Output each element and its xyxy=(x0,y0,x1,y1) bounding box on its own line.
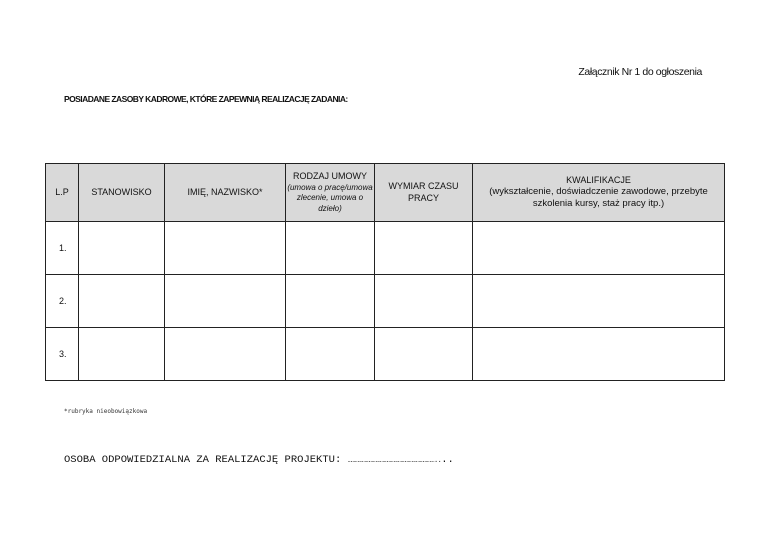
cell-rodzaj-umowy[interactable] xyxy=(286,275,375,328)
table-row xyxy=(46,222,725,275)
header-kwalifikacje-label: KWALIFIKACJE xyxy=(566,175,631,185)
table-header-row xyxy=(46,164,725,222)
header-rodzaj-label: RODZAJ UMOWY xyxy=(293,170,367,181)
cell-stanowisko[interactable] xyxy=(79,328,165,381)
table-row xyxy=(46,328,725,381)
cell-kwalifikacje[interactable] xyxy=(473,222,725,275)
header-rodzaj-note: (umowa o pracę/umowa zlecenie, umowa o dzieło) xyxy=(287,183,373,213)
cell-kwalifikacje[interactable] xyxy=(473,328,725,381)
cell-rodzaj-umowy[interactable] xyxy=(286,328,375,381)
header-kwalifikacje xyxy=(473,164,725,222)
responsible-label: OSOBA ODPOWIEDZIALNA ZA REALIZACJĘ PROJEKTU: xyxy=(64,454,342,466)
form-heading: POSIADANE ZASOBY KADROWE, KTÓRE ZAPEWNIĄ REALIZACJĘ ZADANIA: xyxy=(64,94,348,104)
cell-kwalifikacje[interactable] xyxy=(473,275,725,328)
cell-imie-nazwisko[interactable] xyxy=(165,222,286,275)
staff-table xyxy=(45,163,725,381)
cell-wymiar-czasu[interactable] xyxy=(375,222,473,275)
responsible-fill-line[interactable]: ……………………………………………………………….. xyxy=(347,457,442,465)
header-wymiar-czasu: WYMIAR CZASU PRACY xyxy=(375,164,473,222)
cell-imie-nazwisko[interactable] xyxy=(165,328,286,381)
responsible-person-line xyxy=(64,454,454,466)
cell-rodzaj-umowy[interactable] xyxy=(286,222,375,275)
header-stanowisko: STANOWISKO xyxy=(79,164,165,222)
cell-wymiar-czasu[interactable] xyxy=(375,275,473,328)
table-row xyxy=(46,275,725,328)
header-kwalifikacje-desc: (wykształcenie, doświadczenie zawodowe, przebyte szkolenia kursy, staż pracy itp.) xyxy=(489,186,708,210)
cell-imie-nazwisko[interactable] xyxy=(165,275,286,328)
cell-wymiar-czasu[interactable] xyxy=(375,328,473,381)
header-rodzaj-umowy xyxy=(286,164,375,222)
header-lp: L.P xyxy=(46,164,79,222)
responsible-trail: .. xyxy=(441,454,454,466)
row-number: 3. xyxy=(46,328,79,381)
footnote: *rubryka nieobowiązkowa xyxy=(64,408,148,415)
attachment-label: Załącznik Nr 1 do ogłoszenia xyxy=(578,66,702,78)
header-imie-nazwisko: IMIĘ, NAZWISKO* xyxy=(165,164,286,222)
cell-stanowisko[interactable] xyxy=(79,222,165,275)
row-number: 2. xyxy=(46,275,79,328)
row-number: 1. xyxy=(46,222,79,275)
cell-stanowisko[interactable] xyxy=(79,275,165,328)
